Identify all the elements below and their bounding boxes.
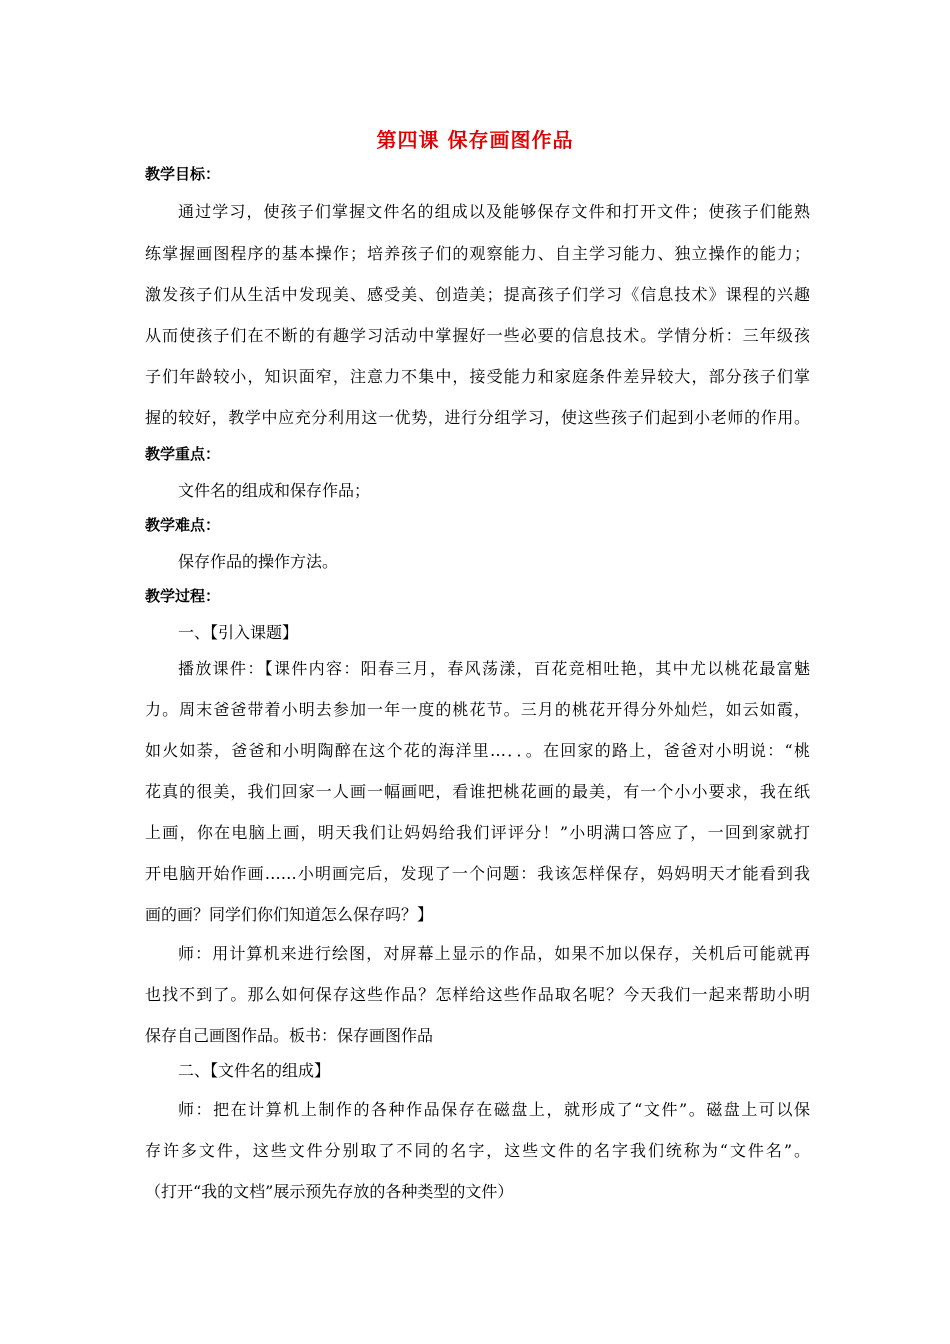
step1-line: 开电脑开始作画……小明画完后，发现了一个问题：我该怎样保存，妈妈明天才能看到我 — [145, 864, 810, 883]
step1-line: 力。周末爸爸带着小明去参加一年一度的桃花节。三月的桃花开得分外灿烂，如云如霞， — [145, 700, 810, 719]
step1-line: 如火如荼，爸爸和小明陶醉在这个花的海洋里…．．。在回家的路上，爸爸对小明说：“桃 — [145, 741, 810, 760]
teacher1-line: 也找不到了。那么如何保存这些作品？怎样给这些作品取名呢？今天我们一起来帮助小明 — [145, 985, 810, 1004]
goals-line: 激发孩子们从生活中发现美、感受美、创造美；提高孩子们学习《信息技术》课程的兴趣 — [145, 285, 810, 304]
teacher2-line: 师：把在计算机上制作的各种作品保存在磁盘上，就形成了“文件”。磁盘上可以保 — [178, 1100, 810, 1119]
process-heading: 教学过程： — [145, 587, 221, 605]
teacher2-line: 存许多文件，这些文件分别取了不同的名字，这些文件的名字我们统称为“文件名”。 — [145, 1141, 810, 1160]
step1-title: 一、【引入课题】 — [178, 623, 299, 642]
teacher1-line: 保存自己画图作品。板书：保存画图作品 — [145, 1026, 434, 1045]
step2-title: 二、【文件名的组成】 — [178, 1061, 331, 1080]
teacher1-line: 师：用计算机来进行绘图，对屏幕上显示的作品，如果不加以保存，关机后可能就再 — [178, 944, 810, 963]
goals-line: 从而使孩子们在不断的有趣学习活动中掌握好一些必要的信息技术。学情分析：三年级孩 — [145, 326, 810, 345]
key-heading: 教学重点： — [145, 445, 221, 463]
goals-line: 通过学习，使孩子们掌握文件名的组成以及能够保存文件和打开文件；使孩子们能熟 — [178, 202, 810, 221]
lesson-title: 第四课 保存画图作品 — [376, 128, 574, 152]
goals-line: 握的较好，教学中应充分利用这一优势，进行分组学习，使这些孩子们起到小老师的作用。 — [145, 408, 810, 427]
goals-line: 子们年龄较小，知识面窄，注意力不集中，接受能力和家庭条件差异较大，部分孩子们掌 — [145, 367, 810, 386]
teacher2-line: （打开“我的文档”展示预先存放的各种类型的文件） — [145, 1182, 514, 1201]
difficulty-line: 保存作品的操作方法。 — [178, 552, 339, 571]
step1-line: 播放课件：【课件内容：阳春三月，春风荡漾，百花竞相吐艳，其中尤以桃花最富魅 — [178, 659, 810, 678]
difficulty-heading: 教学难点： — [145, 516, 221, 534]
goals-heading: 教学目标： — [145, 165, 221, 183]
step1-line: 画的画？同学们你们知道怎么保存吗？】 — [145, 905, 434, 924]
goals-line: 练掌握画图程序的基本操作；培养孩子们的观察能力、自主学习能力、独立操作的能力； — [145, 244, 810, 263]
step1-line: 花真的很美，我们回家一人画一幅画吧，看谁把桃花画的最美，有一个小小要求，我在纸 — [145, 782, 810, 801]
step1-line: 上画，你在电脑上画，明天我们让妈妈给我们评评分！”小明满口答应了，一回到家就打 — [145, 823, 810, 842]
key-line: 文件名的组成和保存作品； — [178, 481, 371, 500]
